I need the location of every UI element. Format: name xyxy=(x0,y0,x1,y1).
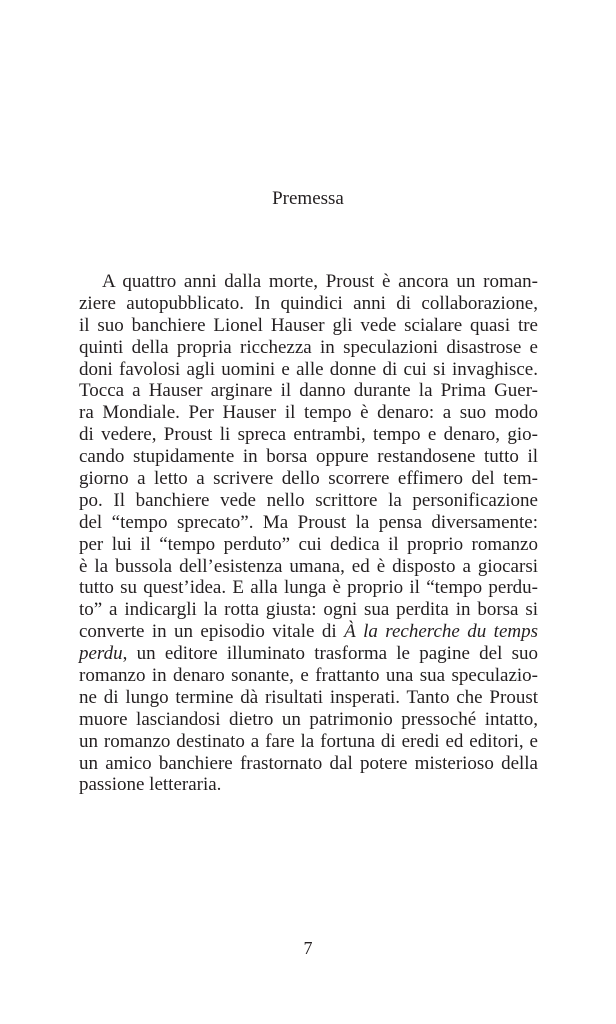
text-line: il suo banchiere Lionel Hauser gli vede scialare quasi tre xyxy=(79,314,538,336)
text-line: Tocca a Hauser arginare il danno durante la Prima Guer- xyxy=(79,380,538,402)
text-line: po. Il banchiere vede nello scrittore la personificazione xyxy=(79,489,538,511)
text-line: un amico banchiere frastornato dal potere misterioso della xyxy=(79,752,538,774)
text-line: passione letteraria. xyxy=(79,774,222,796)
text-line: di vedere, Proust li spreca entrambi, tempo e denaro, gio- xyxy=(79,424,538,446)
text-line: muore lasciandosi dietro un patrimonio pressoché intatto, xyxy=(79,708,538,730)
text-line: romanzo in denaro sonante, e frattanto una sua speculazio- xyxy=(79,665,538,687)
text-line: del “tempo sprecato”. Ma Proust la pensa diversamente: xyxy=(79,511,538,533)
text-line: perdu, un editore illuminato trasforma le pagine del suo xyxy=(79,643,538,665)
text-line: ziere autopubblicato. In quindici anni di collaborazione, xyxy=(79,292,538,314)
text-line: per lui il “tempo perduto” cui dedica il proprio romanzo xyxy=(79,533,538,555)
text-line: tutto su quest’idea. E alla lunga è proprio il “tempo perdu- xyxy=(79,577,538,599)
book-title-italic: À la recherche du temps xyxy=(344,621,538,643)
text-line: un romanzo destinato a fare la fortuna di eredi ed editori, e xyxy=(79,730,538,752)
text-line: cando stupidamente in borsa oppure restandosene tutto il xyxy=(79,446,538,468)
page-number: 7 xyxy=(303,938,313,958)
text-line: ne di lungo termine dà risultati insperati. Tanto che Proust xyxy=(79,686,538,708)
text-line: quinti della propria ricchezza in speculazioni disastrose e xyxy=(79,336,538,358)
text-line: to” a indicargli la rotta giusta: ogni sua perdita in borsa si xyxy=(79,599,538,621)
text-line: A quattro anni dalla morte, Proust è ancora un roman- xyxy=(102,271,538,292)
page-title: Premessa xyxy=(272,188,344,209)
text-line: doni favolosi agli uomini e alle donne di cui si invaghisce. xyxy=(79,358,538,380)
body-paragraph xyxy=(79,271,538,796)
text-line: giorno a letto a scrivere dello scorrere effimero del tem- xyxy=(79,468,538,490)
book-title-italic: perdu xyxy=(79,643,123,665)
text-line: ra Mondiale. Per Hauser il tempo è denaro: a suo modo xyxy=(79,402,538,424)
text-line: è la bussola dell’esistenza umana, ed è disposto a giocarsi xyxy=(79,555,538,577)
text-line: converte in un episodio vitale di À la recherche du temps xyxy=(79,621,538,643)
